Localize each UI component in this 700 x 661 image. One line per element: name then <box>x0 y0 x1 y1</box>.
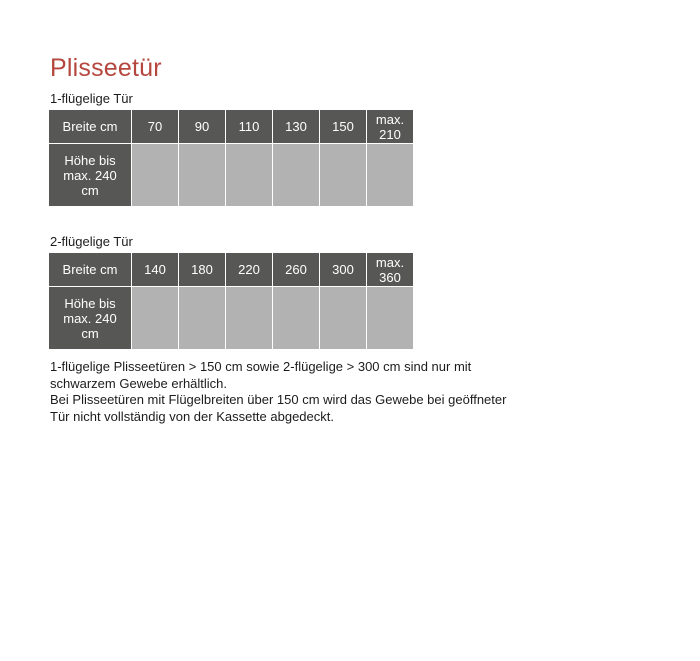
width-value: 130 <box>273 110 319 143</box>
table-cell <box>226 287 272 349</box>
size-table-single-door <box>49 110 413 206</box>
width-value: 300 <box>320 253 366 286</box>
table-header-width: Breite cm <box>49 110 131 143</box>
size-table-double-door <box>49 253 413 349</box>
width-value: max. 210 <box>367 110 413 143</box>
footnotes <box>50 359 520 425</box>
table-cell <box>132 287 178 349</box>
table-cell <box>367 144 413 206</box>
footnote: 1-flügelige Plisseetüren > 150 cm sowie 2-flügelige > 300 cm sind nur mit schwarzem Gewebe erhältlich. <box>50 359 472 391</box>
width-value: 180 <box>179 253 225 286</box>
width-value: 220 <box>226 253 272 286</box>
width-value: 110 <box>226 110 272 143</box>
table-cell <box>179 144 225 206</box>
width-value: max. 360 <box>367 253 413 286</box>
table-cell <box>273 144 319 206</box>
table-cell <box>273 287 319 349</box>
width-value: 150 <box>320 110 366 143</box>
table-cell <box>179 287 225 349</box>
width-value: 140 <box>132 253 178 286</box>
table-cell <box>132 144 178 206</box>
table-cell <box>320 287 366 349</box>
width-value: 260 <box>273 253 319 286</box>
width-value: 70 <box>132 110 178 143</box>
table-header-height: Höhe bis max. 240 cm <box>49 144 131 206</box>
table-cell <box>320 144 366 206</box>
footnote: Bei Plisseetüren mit Flügelbreiten über 150 cm wird das Gewebe bei geöffneter Tür nicht vollständig von der Kassette abgedeckt. <box>50 392 507 424</box>
table-header-height: Höhe bis max. 240 cm <box>49 287 131 349</box>
width-value: 90 <box>179 110 225 143</box>
page-title: Plisseetür <box>50 54 162 82</box>
table-cell <box>226 144 272 206</box>
table-1-label: 1-flügelige Tür <box>50 91 133 106</box>
table-header-width: Breite cm <box>49 253 131 286</box>
table-cell <box>367 287 413 349</box>
table-2-label: 2-flügelige Tür <box>50 234 133 249</box>
